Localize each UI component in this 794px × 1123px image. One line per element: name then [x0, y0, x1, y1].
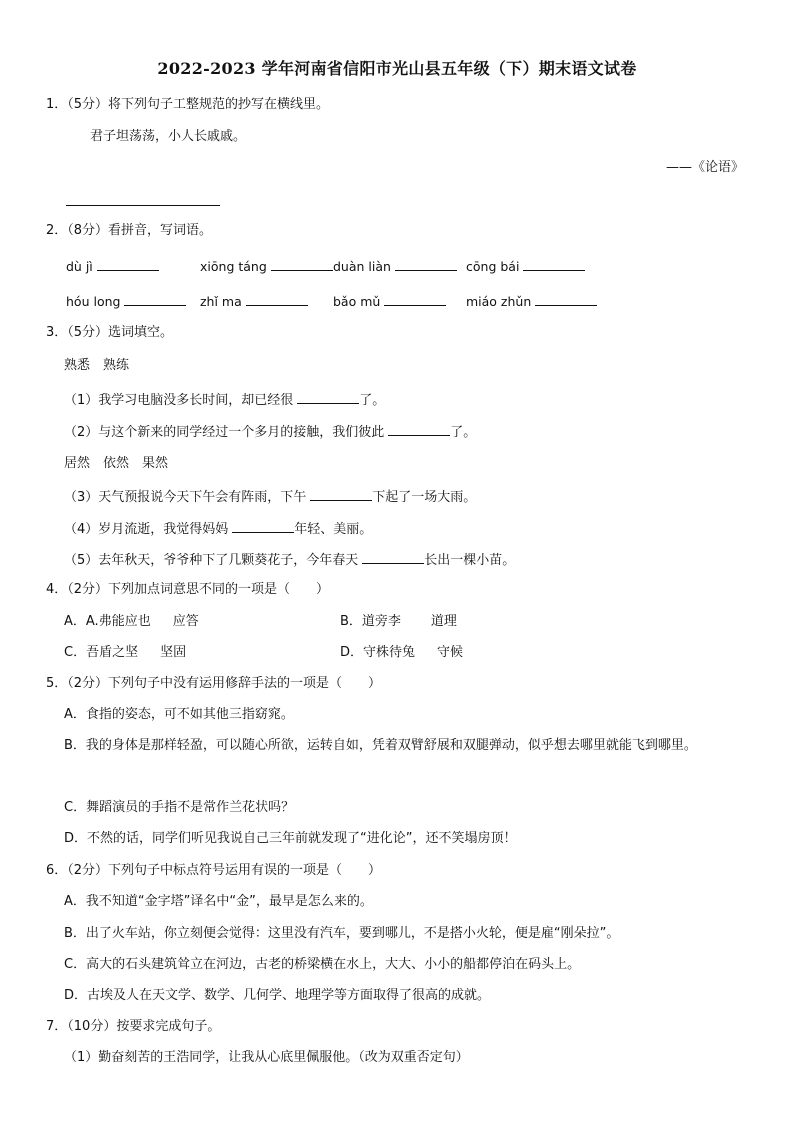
answer-blank[interactable] [246, 292, 308, 306]
pinyin-item [200, 257, 333, 276]
q4-stem: 4．（2分）下列加点词意思不同的一项是（ ） [46, 582, 330, 597]
q5-stem: 5．（2分）下列句子中没有运用修辞手法的一项是（ ） [46, 676, 382, 691]
q1-answer-line[interactable] [66, 205, 220, 206]
q5-option-a[interactable]: A．食指的姿态，可不如其他三指窈窕。 [64, 707, 294, 722]
pinyin-item [333, 257, 457, 276]
sentence-text: （3）天气预报说今天下午会有阵雨，下午 [64, 490, 307, 505]
answer-blank[interactable] [362, 550, 424, 564]
pinyin-text: miáo zhǔn [466, 294, 532, 309]
answer-blank[interactable] [297, 390, 359, 404]
option-text: 应答 [172, 614, 199, 629]
q1-sentence: 君子坦荡荡，小人长戚戚。 [90, 129, 247, 144]
pinyin-text: cōng bái [466, 259, 520, 274]
q1-stem: 1．（5分）将下列句子工整规范的抄写在横线里。 [46, 97, 330, 112]
sentence-text: 了。 [450, 425, 477, 440]
q3-word-group-1: 熟悉 熟练 [64, 358, 130, 373]
q2-stem: 2．（8分）看拼音，写词语。 [46, 223, 213, 238]
sentence-text: 了。 [359, 393, 386, 408]
sentence-text: （1）我学习电脑没多长时间，却已经很 [64, 393, 294, 408]
q5-option-b[interactable]: B．我的身体是那样轻盈，可以随心所欲，运转自如，凭着双臂舒展和双腿弹动，似乎想去哪里就能飞到哪里。 [64, 738, 697, 753]
q3-sentence-4 [64, 519, 372, 539]
q4-option-c[interactable] [64, 644, 186, 662]
answer-blank[interactable] [388, 422, 450, 436]
answer-blank[interactable] [232, 519, 294, 533]
q5-option-d[interactable]: D．不然的话，同学们听见我说自己三年前就发现了“进化论”，还不笑塌房顶！ [64, 831, 517, 846]
sentence-text: （2）与这个新来的同学经过一个多月的接触，我们彼此 [64, 425, 385, 440]
sentence-text: 长出一棵小苗。 [424, 553, 516, 568]
pinyin-text: zhǐ ma [200, 294, 242, 309]
sentence-text: 下起了一场大雨。 [372, 490, 477, 505]
exam-title: 2022-2023 学年河南省信阳市光山县五年级（下）期末语文试卷 [157, 59, 637, 78]
pinyin-text: xiōng táng [200, 259, 267, 274]
q3-word-group-2: 居然 依然 果然 [64, 456, 169, 471]
q3-sentence-3 [64, 487, 476, 507]
answer-blank[interactable] [523, 257, 585, 271]
q6-option-d[interactable]: D．古埃及人在天文学、数学、几何学、地理学等方面取得了很高的成就。 [64, 988, 491, 1003]
q3-sentence-5 [64, 550, 515, 570]
pinyin-text: bǎo mǔ [333, 294, 381, 309]
pinyin-text: dù jì [66, 259, 93, 274]
pinyin-item [66, 292, 186, 311]
answer-blank[interactable] [384, 292, 446, 306]
q6-stem: 6．（2分）下列句子中标点符号运用有误的一项是（ ） [46, 863, 382, 878]
pinyin-item [466, 257, 585, 276]
answer-blank[interactable] [535, 292, 597, 306]
option-text: 守候 [437, 645, 464, 660]
q4-option-a[interactable] [64, 613, 199, 631]
sentence-text: （5）去年秋天，爷爷种下了几颗葵花子，今年春天 [64, 553, 359, 568]
answer-blank[interactable] [310, 487, 372, 501]
pinyin-text: hóu long [66, 294, 121, 309]
q5-option-c[interactable]: C．舞蹈演员的手指不是常作兰花状吗？ [64, 800, 295, 815]
q7-stem: 7．（10分）按要求完成句子。 [46, 1019, 221, 1034]
q7-sentence-1: （1）勤奋刻苦的王浩同学，让我从心底里佩服他。（改为双重否定句） [64, 1050, 469, 1065]
q4-option-d[interactable] [340, 644, 463, 662]
option-text: D．守株待兔 [340, 645, 416, 660]
q3-sentence-2 [64, 422, 476, 442]
answer-blank[interactable] [124, 292, 186, 306]
sentence-text: （4）岁月流逝，我觉得妈妈 [64, 522, 229, 537]
pinyin-item [333, 292, 446, 311]
q1-source: ——《论语》 [665, 160, 744, 175]
answer-blank[interactable] [97, 257, 159, 271]
pinyin-item [200, 292, 308, 311]
pinyin-text: duàn liàn [333, 259, 391, 274]
q6-option-c[interactable]: C．高大的石头建筑耸立在河边，古老的桥梁横在水上，大大、小小的船都停泊在码头上。 [64, 957, 581, 972]
pinyin-item [466, 292, 597, 311]
option-text: A．A.弗能应也 [64, 614, 151, 629]
option-text: 坚固 [160, 645, 187, 660]
answer-blank[interactable] [395, 257, 457, 271]
q6-option-b[interactable]: B．出了火车站，你立刻便会觉得：这里没有汽车，要到哪儿，不是搭小火轮，便是雇“刚朵拉”。 [64, 926, 620, 941]
pinyin-item [66, 257, 159, 276]
q3-sentence-1 [64, 390, 385, 410]
answer-blank[interactable] [271, 257, 333, 271]
q3-stem: 3．（5分）选词填空。 [46, 325, 174, 340]
sentence-text: 年轻、美丽。 [294, 522, 373, 537]
option-text: C．吾盾之坚 [64, 645, 139, 660]
option-text: 道理 [430, 614, 457, 629]
q6-option-a[interactable]: A．我不知道“金字塔”译名中“金”，最早是怎么来的。 [64, 894, 373, 909]
option-text: B．道旁李 [340, 614, 401, 629]
q4-option-b[interactable] [340, 613, 457, 631]
